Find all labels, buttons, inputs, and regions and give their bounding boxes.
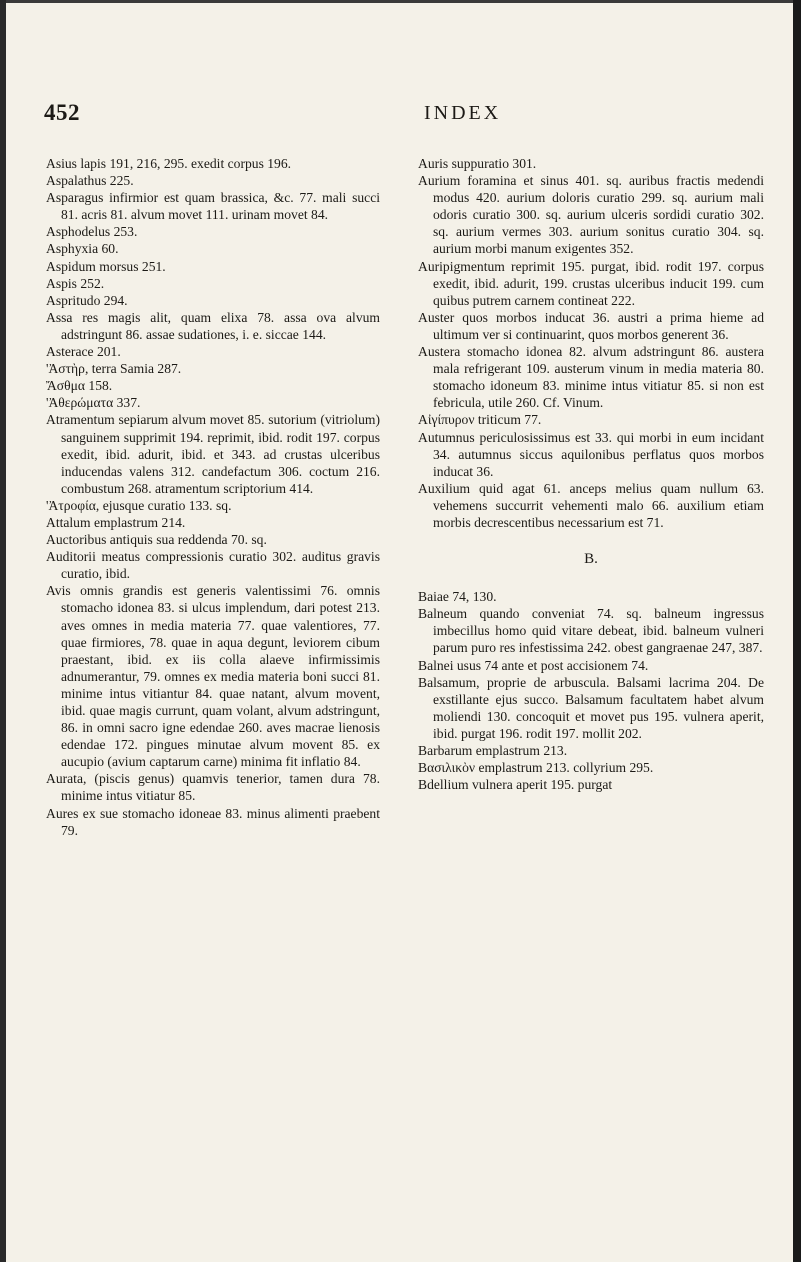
index-entry: Atramentum sepiarum alvum movet 85. sutorium (vitriolum) sanguinem supprimit 194. reprimit, ibid. rodit 197. corpus exedit, ibid. adurit, ibid. et 343. ad crustas ulceribus inducendas valens 312. candefactum 306. coctum 216. combustum 268. atramentum scriptorium 414. (46, 412, 380, 496)
index-entry: Αἰγίπυρον triticum 77. (418, 412, 542, 428)
index-entry: Barbarum emplastrum 213. (418, 743, 568, 758)
index-entry: Assa res magis alit, quam elixa 78. assa ova alvum adstringunt 86. assae sudationes, i. e. siccae 144. (46, 309, 380, 342)
index-entry: Auxilium quid agat 61. anceps melius quam nullum 63. vehemens succurrit vehementi malo 66. auxilium etiam morbis decrescentibus necessarium est 71. (418, 480, 764, 530)
index-column-left (46, 155, 380, 839)
page-right-edge (793, 0, 801, 1262)
index-entry: Βασιλικὸν emplastrum 213. collyrium 295. (418, 760, 654, 776)
index-entry: 'Ἀθερώματα 337. (46, 395, 141, 411)
index-entry: Aurata, (piscis genus) quamvis tenerior, tamen dura 78. minime intus vitiatur 85. (46, 771, 380, 804)
index-entry: Aurium foramina et sinus 401. sq. auribus fractis medendi modus 420. aurium doloris curatio 299. sq. aurium mali odoris curatio 300. sq. aurium ulceris sordidi curatio 302. sq. aurium vermes 303. aurium sonitus curatio 304. sq. aurium morbi manum exigentes 352. (418, 173, 764, 257)
index-entry: Auster quos morbos inducat 36. austri a prima hieme ad ultimum ver si continuarint, quos morbos generent 36. (418, 309, 764, 342)
index-entry: Aspalathus 225. (46, 173, 134, 189)
page-top-edge (0, 0, 801, 3)
index-entry: 'Ἀτροφία, ejusque curatio 133. sq. (46, 497, 232, 513)
index-entry: Aspritudo 294. (46, 292, 128, 308)
index-entry: Asius lapis 191, 216, 295. exedit corpus 196. (46, 156, 292, 171)
page-header (44, 100, 780, 130)
index-entry: Auris suppuratio 301. (418, 156, 537, 171)
index-column-right (418, 155, 764, 793)
index-entry: Auripigmentum reprimit 195. purgat, ibid. rodit 197. corpus exedit, ibid. adurit, 199. crustas ulceribus inducit 199. cum quibus putrem carnem contineat 222. (418, 258, 764, 308)
index-entry: Asphodelus 253. (46, 224, 138, 240)
index-entry: Autumnus periculosissimus est 33. qui morbi in eum incidant 34. autumnus siccus aquilonibus perflatus quos morbos inducat 36. (418, 429, 764, 479)
index-entry: Austera stomacho idonea 82. alvum adstringunt 86. austera mala refrigerant 109. austerum vinum in media materia 80. stomacho idoneum 83. minime intus vitiatur 85. si non est febricula, utile 260. Cf. Vinum. (418, 344, 764, 411)
index-entry: Balsamum, proprie de arbuscula. Balsami lacrima 204. De exstillante ejus succo. Balsamum facultatem habet alvum moliendi 130. concoquit et movet pus 195. vulnera aperit, ibid. purgat 196. rodit 197. mollit 202. (418, 674, 764, 741)
index-entry: Auditorii meatus compressionis curatio 302. auditus gravis curatio, ibid. (46, 549, 380, 582)
index-entry: Attalum emplastrum 214. (46, 514, 186, 530)
index-entry: Auctoribus antiquis sua reddenda 70. sq. (46, 532, 267, 548)
index-entry: 'Ἀστὴρ, terra Samia 287. (46, 361, 182, 377)
index-entry: Balnei usus 74 ante et post accisionem 74. (418, 657, 649, 673)
index-entry: Balneum quando conveniat 74. sq. balneum ingressus imbecillus homo quid vitare debeat, ibid. balneum vulneri parum puro res infestissima 242. obest gangraenae 247, 387. (418, 606, 764, 656)
index-entry: Baiae 74, 130. (418, 589, 497, 605)
page-left-edge (0, 0, 6, 1262)
index-entry: Asparagus infirmior est quam brassica, &c. 77. mali succi 81. acris 81. alvum movet 111. urinam movet 84. (46, 190, 380, 223)
index-entry: Aspidum morsus 251. (46, 258, 166, 274)
index-entry: Asterace 201. (46, 344, 121, 360)
index-entry: Aures ex sue stomacho idoneae 83. minus alimenti praebent 79. (46, 805, 380, 838)
section-letter: B. (584, 551, 598, 568)
index-entry: Aspis 252. (46, 275, 105, 291)
index-entry: Bdellium vulnera aperit 195. purgat (418, 777, 613, 793)
index-entry: Ἄσθμα 158. (46, 378, 113, 394)
index-entry: Avis omnis grandis est generis valentissimi 76. omnis stomacho idonea 83. si ulcus implendum, dari potest 213. aves omnes in media materia 77. quae valentiores, 77. quae firmiores, 78. quae in aqua degunt, leviorem cibum praestant, ibid. ex iis colla alaeve infirmissimis adnumerantur, 79. omnes ex media materia boni succi 81. minime intus vitiantur 84. quae natant, alvum movent, ibid. quae magis currunt, quam volant, alvum adstringunt, 86. in omni sacro igne edendae 260. aves macrae lienosis edendae 172. pingues minutae alvum movent 85. ex aucupio (avium captarum carne) minima fit inflatio 84. (46, 583, 380, 770)
index-entry: Asphyxia 60. (46, 241, 119, 257)
running-head: INDEX (424, 102, 502, 124)
page-number: 452 (44, 100, 80, 125)
